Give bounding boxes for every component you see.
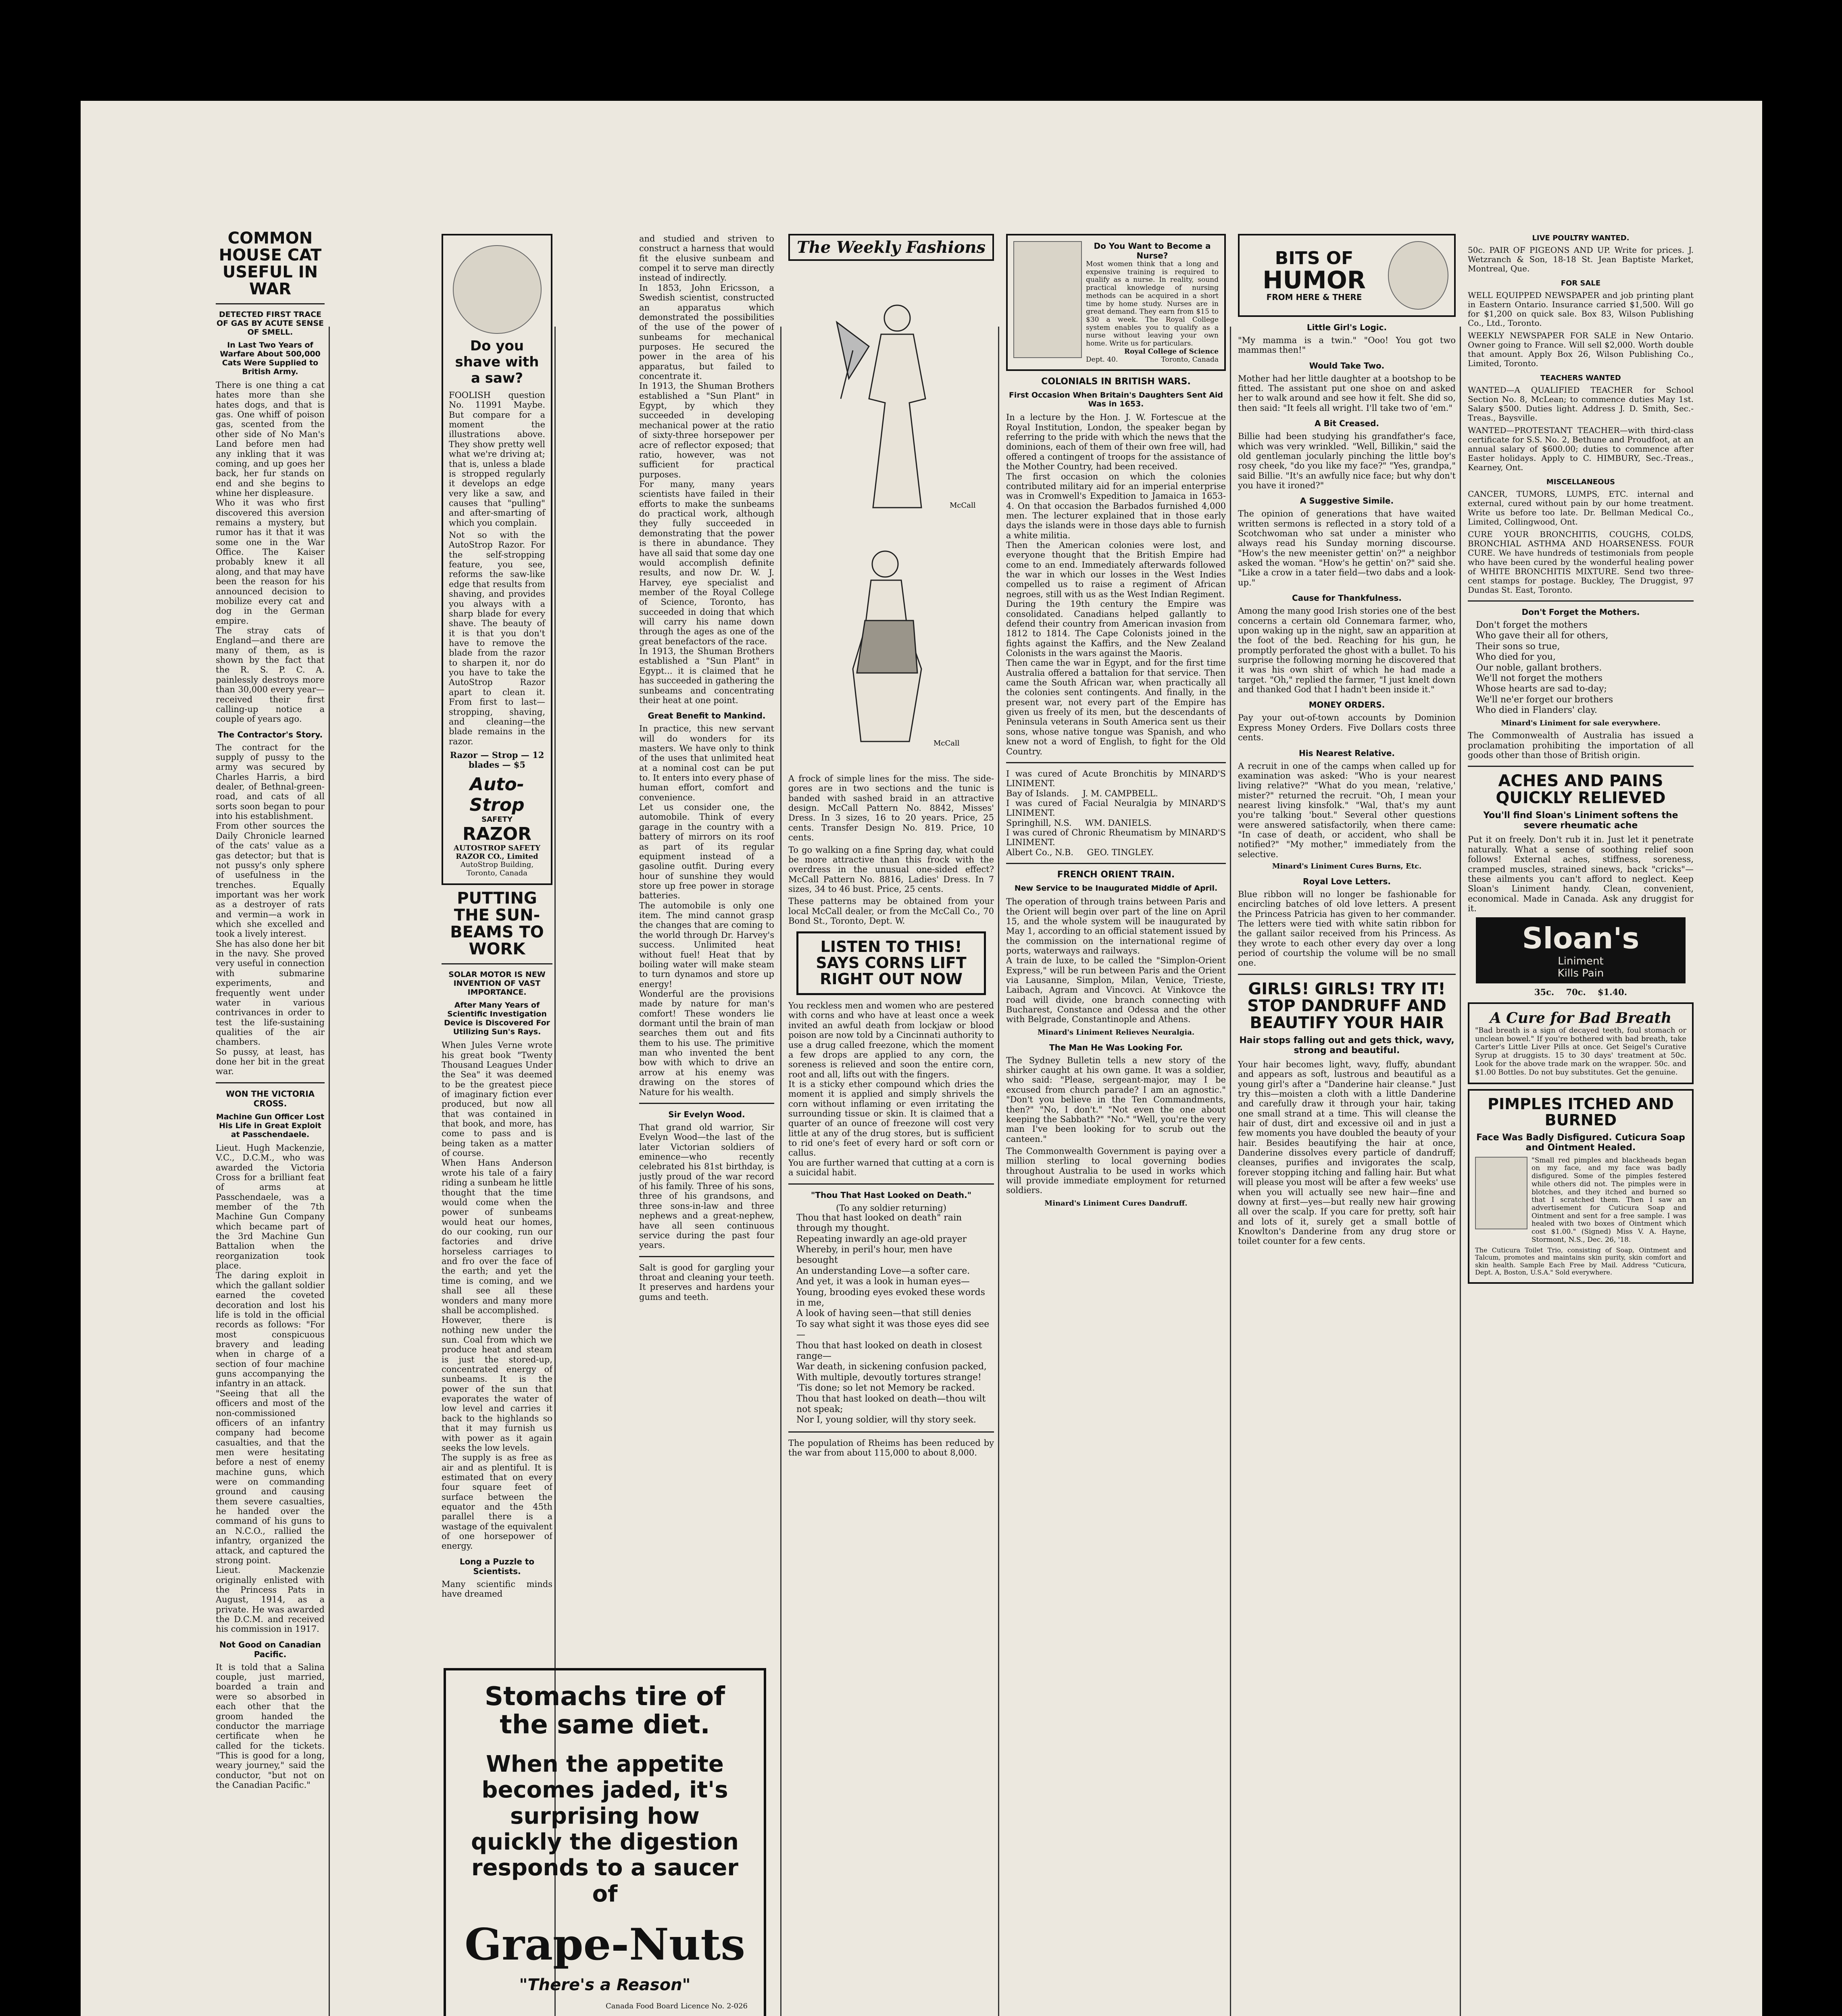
colonials-headline: COLONIALS IN BRITISH WARS.	[1041, 377, 1191, 387]
wood-headline: Sir Evelyn Wood.	[668, 1109, 745, 1119]
mccall-label-2: McCall	[934, 739, 960, 748]
orient-deck: New Service to be Inaugurated Middle of April.	[1014, 884, 1218, 893]
cat-para: There is one thing a cat hates more than she hates dogs, and that is gas. One whiff of poison gas, scented from the other side of No Man's Land before men had any inkling that it was coming, and up goes her back, her fur stands on end and she begins to whine her displeasure.	[216, 380, 325, 498]
fashion-para: To go walking on a fine Spring day, what could be more attractive than this frock with the overdress in the unusual one-sided effect? McCall Pattern No. 8816, Ladies' Dress. In 7 sizes, 34 to 46 bust. Price, 25 cents.	[788, 845, 994, 894]
nurse-ad-text: Most women think that a long and expensive training is required to qualify as a nurse. In reality, sound practical knowledge of nursing methods can be acquired in a short time by home study. Nurses are in great demand. They earn from $15 to $30 a week. The Royal College system enables you to qualify as a nurse without leaving your own home. Write us for particulars.	[1086, 260, 1219, 348]
pimples-footer: The Cuticura Toilet Trio, consisting of Soap, Ointment and Talcum, promotes and maintains skin purity, skin comfort and skin health. Sample Each Free by Mail. Address "Cuticura, Dept. A, Boston, U.S.A." Sold everywhere.	[1475, 1246, 1686, 1277]
sunbeam-cont-para: In 1853, John Ericsson, a Swedish scientist, constructed an apparatus which demonstrated the possibilities of the use of the power of sunbeams for mechanical purposes. He secured the power in the area of his apparatus, but failed to concentrate it.	[639, 283, 774, 381]
divider	[1006, 863, 1226, 864]
poem-line: Thou that hast looked on death in closest range—	[796, 1340, 982, 1361]
cat-headline: COMMON HOUSE CAT USEFUL IN WAR	[219, 230, 322, 298]
newspaper-page	[81, 101, 1762, 2016]
autostrop-ad	[442, 234, 552, 885]
aches-deck: You'll find Sloan's Liniment softens the severe rheumatic ache	[1483, 810, 1678, 831]
poem-line: Thou that hast looked on death" rain through my thought.	[796, 1212, 962, 1234]
mothers-poem	[1468, 620, 1694, 716]
grape-nuts-line2: When the appetite becomes jaded, it's surprising how quickly the digestion responds to a saucer of	[471, 1751, 739, 1907]
dandruff-deck: Hair stops falling out and gets thick, wavy, strong and beautiful.	[1239, 1035, 1454, 1056]
autostrop-ad-title: Do you shave with a saw?	[455, 338, 539, 386]
minard-notice: Minard's Liniment Cures Dandruff.	[1044, 1199, 1188, 1208]
man-looking-para: The Sydney Bulletin tells a new story of the shirker caught at his own game. It was a soldier, who said: "Please, sergeant-major, may I be excused from church parade? I am an agnostic." "Don't you believe in the Ten Commandments, then?" "No, I don't." "Not even the one about keeping the Sabbath?" "No." "Well, you're the very man I've been looking for to scrub out the canteen."	[1006, 1055, 1226, 1144]
nurse-ad-footer	[1086, 356, 1219, 364]
cat-para: The stray cats of England—and there are many of them, as is shown by the fact that the R. S. P. C. A. painlessly destroys more than 30,000 every year—received their first calling-up notice a couple of years ago.	[216, 625, 325, 724]
vc-headline: WON THE VICTORIA CROSS.	[225, 1089, 315, 1108]
wood-para: That grand old warrior, Sir Evelyn Wood—the last of the later Victorian soldiers of eminence—who recently celebrated his 81st birthday, is justly proud of the war record of his family. Three of his sons, three of his grandsons, and three sons-in-law and three nephews and a great-nephew, have all seen continuous service during the past four years.	[639, 1122, 774, 1250]
sunbeam-cont-para: Let us consider one, the automobile. Think of every garage in the country with a battery of mirrors on its roof as part of its regular equipment instead of a gasoline outfit. During every hour of sunshine they would store up free power in storage batteries.	[639, 802, 774, 901]
classified-item: 50c. PAIR OF PIGEONS AND UP. Write for prices. J. Wetzranch & Son, 18-18 St. Jean Baptiste Market, Montreal, Que.	[1468, 245, 1694, 273]
man-looking-headline: The Man He Was Looking For.	[1049, 1042, 1183, 1052]
vc-para: Lieut. Mackenzie originally enlisted with the Princess Pats in August, 1914, as a private. He was awarded the D.C.M. and received his commission in 1917.	[216, 1565, 325, 1634]
poem-line: With multiple, devoutly tortures strange!	[796, 1372, 981, 1383]
vc-para: Lieut. Hugh Mackenzie, V.C., D.C.M., who was awarded the Victoria Cross for a brilliant feat of arms at Passchendaele, was a member of the 7th Machine Gun Company which became part of the 3rd Machine Gun Battalion when the reorganization took place.	[216, 1143, 325, 1271]
minard-notice: Minard's Liniment Cures Burns, Etc.	[1272, 862, 1422, 871]
money-orders-title: MONEY ORDERS.	[1309, 700, 1385, 710]
minard-testimonial: I was cured of Chronic Rheumatism by MINARD'S LINIMENT.	[1006, 828, 1226, 848]
bad-breath-ad	[1468, 1002, 1694, 1084]
sunbeam-deck-2: After Many Years of Scientific Investigation Device is Discovered For Utilizing Sun's Rays.	[444, 1001, 550, 1037]
autostrop-ad-text: Not so with the AutoStrop Razor. For the self-stropping feature, you see, reforms the saw-like edge that results from shaving, and provides you always with a sharp blade for every shave. The beauty of it is that you don't have to remove the blade from the razor to sharpen it, nor do you have to take the AutoStrop Razor apart to clean it. From first to last—stropping, shaving, and cleaning—the blade remains in the razor.	[449, 530, 545, 746]
colonials-para: In a lecture by the Hon. J. W. Fortescue at the Royal Institution, London, the speaker began by referring to the pride with which the news that the dominions, each of them of their own free will, had offered a contingent of troops for the assistance of the Mother Country, had been received.	[1006, 412, 1226, 472]
minard-notice: Minard's Liniment Relieves Neuralgia.	[1037, 1028, 1195, 1037]
nurse-illustration	[1013, 241, 1082, 358]
colonials-para: During the 19th century the Empire was consolidated. Canadians helped gallantly to defend their country from American invasion from 1812 to 1814. The Cape Colonists joined in the fights against the Kaffirs, and the New Zealand Colonists in the wars against the Maoris.	[1006, 599, 1226, 658]
minard-testimonial-sig: Springhill, N.S. WM. DANIELS.	[1006, 818, 1152, 828]
cat-subhead: The Contractor's Story.	[217, 729, 323, 739]
divider	[788, 1431, 994, 1433]
colonials-para: Then came the war in Egypt, and for the first time Australia offered a battalion for that service. Then came the South African war, when practically all the colonies sent contingents. And finally, in the present war, not every part of the Empire has given us freely of its men, but the descendants of Peninsula veterans in South America sent us their sons, whose native tongue was Spanish, and who knew not a word of English, to fight for the Old Country.	[1006, 658, 1226, 756]
divider	[442, 963, 552, 964]
poem-line: War death, in sickening confusion packed,	[796, 1362, 987, 1372]
joke-title: A Bit Creased.	[1314, 419, 1379, 429]
poem-line: Who died for you,	[1476, 652, 1556, 662]
poem-line: A look of having seen—that still denies	[796, 1308, 971, 1319]
corns-para: You are further warned that cutting at a corn is a suicidal habit.	[788, 1158, 994, 1178]
sunbeam-cont-para: The automobile is only one item. The mind cannot grasp the changes that are coming to the world through Dr. Harvey's success. Unlimited heat without fuel! Heat that by boiling water will make steam to turn dynamos and store up energy!	[639, 900, 774, 989]
sunbeam-cont-para: Wonderful are the provisions made by nature for man's comfort! These wonders lie dormant until the brain of man searches them out and fits them to his use. The primitive man who invented the bent bow with which to drive an arrow at his enemy was drawing on the stores of Nature for his wealth.	[639, 989, 774, 1097]
nurse-dept: Dept. 40.	[1086, 355, 1118, 364]
poem-body	[788, 1213, 994, 1426]
classified-header: LIVE POULTRY WANTED.	[1532, 234, 1629, 242]
sunbeam-cont-para: In 1913, the Shuman Brothers established a "Sun Plant" in Egypt... it is claimed that he has succeeded in gathering the sunbeams and concentrating their heat at one point.	[639, 646, 774, 705]
fashion-illustrations	[788, 266, 994, 774]
autostrop-company: AUTOSTROP SAFETY RAZOR CO., Limited	[453, 843, 541, 861]
minard-notice: Minard's Liniment for sale everywhere.	[1501, 719, 1661, 727]
autostrop-ad-text: FOOLISH question No. 11991 Maybe. But compare for a moment the illustrations above. They show pretty well what we're driving at; that is, unless a blade is stropped regularly it develops an edge very like a saw, and causes that "pulling" and after-smarting of which you complain.	[449, 390, 545, 528]
grape-nuts-licence: Canada Food Board Licence No. 2-026	[606, 2002, 748, 2011]
poem-line: Young, brooding eyes evoked these words in me,	[796, 1287, 985, 1308]
column-rule	[998, 327, 999, 2016]
autostrop-price: Razor — Strop — 12 blades — $5	[450, 750, 544, 770]
sunbeam-headline: PUTTING THE SUN-BEAMS TO WORK	[450, 889, 544, 959]
sunbeam-para: Many scientific minds have dreamed	[442, 1579, 552, 1599]
cat-para: From other sources the Daily Chronicle learned of the cats' value as a gas detector; but that is not pussy's only sphere of usefulness in the trenches. Equally important was her work as a destroyer of rats and vermin—a work in which she excelled and took a lively interest.	[216, 821, 325, 939]
autostrop-logo: Auto-Strop	[469, 774, 525, 815]
corns-headline-box	[796, 931, 986, 995]
autostrop-logo-safety: SAFETY	[481, 815, 513, 824]
poem-line: Nor I, young soldier, will thy story seek.	[796, 1415, 976, 1425]
autostrop-logo-razor: RAZOR	[462, 823, 532, 844]
dress-figure-2	[853, 551, 921, 741]
joke-title: Royal Love Letters.	[1303, 876, 1391, 886]
fashion-figures	[788, 266, 994, 774]
classified-item: WELL EQUIPPED NEWSPAPER and job printing plant in Eastern Ontario. Insurance carried $1,500. Will go for $1,200 on quick sale. Box 83, Wilson Publishing Co., Ltd., Toronto.	[1468, 290, 1694, 328]
nurse-ad-sig: Royal College of Science	[1124, 347, 1219, 356]
classified-item: WANTED—A QUALIFIED TEACHER for School Section No. 8, McLean; to commence duties May 1st. Salary $500. Duties light. Address J. D. Smith, Sec.-Treas., Baysville.	[1468, 385, 1694, 423]
classified-item: CANCER, TUMORS, LUMPS, ETC. internal and external, cured without pain by our home treatment. Write us before too late. Dr. Bellman Medical Co., Limited, Collingwood, Ont.	[1468, 489, 1694, 527]
humor-banner	[1238, 234, 1456, 317]
joke-text: Billie had been studying his grandfather's face, which was very wrinkled. "Well, Billikin," said the old gentleman jocularly pinching the little boy's rosy cheek, "do you like my face?" "Yes, grandpa," said Billie. "It's an awfully nice face; but why don't you have it ironed?"	[1238, 431, 1456, 490]
poem-line: Don't forget the mothers	[1476, 620, 1588, 630]
poem-line: Whose hearts are sad to-day;	[1476, 684, 1607, 694]
sunbeam-cont-para: For many, many years scientists have failed in their efforts to make the sunbeams do practical work, although they fully succeeded in demonstrating that the power is there in abundance. They have all said that some day one would accomplish definite results, and now Dr. W. J. Harvey, eye specialist and member of the Royal College of Science, Toronto, has succeeded in doing that which will carry his name down through the ages as one of the great benefactors of the race.	[639, 479, 774, 646]
dress-figure-1	[837, 305, 925, 508]
sloans-prices: 35c. 70c. $1.40.	[1534, 987, 1627, 998]
poem-line: Thou that hast looked on death—thou wilt not speak;	[796, 1393, 986, 1414]
pimples-ad	[1468, 1089, 1694, 1284]
humor-title-3: FROM HERE & THERE	[1266, 292, 1362, 302]
divider	[1468, 600, 1694, 602]
divider	[788, 1183, 994, 1185]
cat-para: Who it was who first discovered this aversion remains a mystery, but rumor has it that it was some one in the War Office. The Kaiser probably knew it all along, and that may have been the reason for his announced decision to mobilize every cat and dog in the German empire.	[216, 498, 325, 626]
classified-header: FOR SALE	[1561, 279, 1601, 287]
sloans-sub-1: Liniment	[1558, 955, 1604, 968]
cp-subhead: Not Good on Canadian Pacific.	[219, 1639, 321, 1659]
divider	[216, 303, 325, 304]
commonwealth-para: The Commonwealth Government is paying over a million sterling to local governing bodies throughout Australia to be used in works which will provide immediate employment for returned soldiers.	[1006, 1146, 1226, 1195]
benefit-subhead: Great Benefit to Mankind.	[648, 711, 766, 721]
column-6	[1238, 234, 1456, 2016]
sloans-logo	[1476, 917, 1686, 983]
joke-text: Blue ribbon will no longer be fashionable for encircling batches of old love letters. A present the Princess Patricia has given to her commander. The letters were tied with white satin ribbon for the gallant sailor received from his Princess. As they wrote to each other every day over a long period of courtship the volume will be no small one.	[1238, 889, 1456, 968]
cat-deck: DETECTED FIRST TRACE OF GAS BY ACUTE SENSE OF SMELL.	[216, 310, 324, 337]
cat-para: She has also done her bit in the navy. She proved very useful in connection with submarine experiments, and frequently went under water in various contrivances in order to test the life-sustaining qualities of the air chambers.	[216, 939, 325, 1047]
column-1-content	[216, 230, 325, 2016]
grape-nuts-line1: Stomachs tire of the same diet.	[485, 1682, 725, 1740]
poem-line: We'll not forget the mothers	[1476, 673, 1603, 683]
classified-item: WANTED—PROTESTANT TEACHER—with third-class certificate for S.S. No. 2, Bethune and Proudfoot, at an annual salary of $600.00; duties to commence after Easter holidays. Apply to C. HIMBURY, Sec.-Treas., Kearney, Ont.	[1468, 425, 1694, 472]
joke-text: Among the many good Irish stories one of the best concerns a certain old Connemara farmer, who, upon waking up in the night, saw an apparition at the foot of the bed. Reaching for his gun, he promptly perforated the ghost with a bullet. To his surprise the following morning he discovered that it was his own shirt of which he had made a target. "Oh," replied the farmer, "I just knelt down and thanked God that I hadn't been inside it."	[1238, 606, 1456, 695]
nurse-city: Toronto, Canada	[1161, 355, 1219, 364]
sunbeam-para: When Jules Verne wrote his great book "Twenty Thousand Leagues Under the Sea" it was deemed to be the greatest piece of imaginary fiction ever produced, but now all that was contained in that book, and more, has come to pass and is being taken as a matter of course.	[442, 1040, 552, 1158]
cat-deck-2: In Last Two Years of Warfare About 500,000 Cats Were Supplied to British Army.	[220, 341, 321, 376]
divider	[1468, 766, 1694, 767]
joke-text: "My mamma is a twin." "Ooo! You got two mammas then!"	[1238, 335, 1456, 355]
aches-text: Put it on freely. Don't rub it in. Just let it penetrate naturally. What a sense of soothing relief soon follows! External aches, stiffness, soreness, cramped muscles, strained sinews, back "cricks"—these ailments you can't afford to neglect. Keep Sloan's Liniment handy. Clean, convenient, economical. Made in Canada. Ask any druggist for it.	[1468, 835, 1694, 913]
dandruff-headline: GIRLS! GIRLS! TRY IT! STOP DANDRUFF AND BEAUTIFY YOUR HAIR	[1247, 979, 1446, 1032]
poem-line: And yet, it was a look in human eyes—	[796, 1277, 970, 1287]
sunbeam-para: However, there is nothing new under the sun. Coal from which we produce heat and steam is just the stored-up, concentrated energy of sunbeams. It is the power of the sun that evaporates the water of low level and carries it back to the highlands so that it may furnish us with power as it again seeks the low levels.	[442, 1315, 552, 1453]
poem-line: We'll ne'er forget our brothers	[1476, 694, 1613, 705]
sunbeam-deck: SOLAR MOTOR IS NEW INVENTION OF VAST IMPORTANCE.	[448, 970, 546, 997]
mothers-poem-title: Don't Forget the Mothers.	[1521, 607, 1640, 617]
poem-line: Our noble, gallant brothers.	[1476, 662, 1602, 673]
divider	[1238, 974, 1456, 975]
grape-nuts-brand: Grape-Nuts	[464, 1919, 746, 1970]
poem-line: An understanding Love—a softer care.	[796, 1266, 970, 1276]
humor-title-1: BITS OF	[1275, 248, 1354, 269]
vc-para: "Seeing that all the officers and most of the non-commissioned officers of an infantry company had become casualties, and that the men were hesitating before a nest of enemy machine guns, which were on commanding ground and causing them severe casualties, he handed over the command of his guns to an N.C.O., rallied the infantry, organized the attack, and captured the strong point.	[216, 1388, 325, 1565]
poem-subtitle: (To any soldier returning)	[836, 1203, 946, 1213]
grape-nuts-ad	[444, 1668, 766, 2016]
fashions-box	[788, 234, 994, 261]
sloans-brand: Sloan's	[1522, 921, 1640, 956]
colonials-para: The first occasion on which the colonies contributed military aid for an imperial enterprise was in Cromwell's Expedition to Jamaica in 1653-4. On that occasion the Barbados furnished 4,000 men. The lecturer explained that in those early days the islands were in those days able to furnish a white militia.	[1006, 471, 1226, 540]
sunbeam-para: When Hans Anderson wrote his tale of a fairy riding a sunbeam he little thought that the time would come when the power of sunbeams would heat our homes, do our cooking, run our factories and drive horseless carriages to and fro over the face of the earth; and yet the time is coming, and we shall see all these wonders and many more shall be accomplished.	[442, 1158, 552, 1315]
cp-para: It is told that a Salina couple, just married, boarded a train and were so absorbed in each other that the groom handed the conductor the marriage certificate when he called for the tickets. "This is good for a long, weary journey," said the conductor, "but not on the Canadian Pacific."	[216, 1662, 325, 1790]
dandruff-text: Your hair becomes light, wavy, fluffy, abundant and appears as soft, lustrous and beautiful as a young girl's after a "Danderine hair cleanse." Just try this—moisten a cloth with a little Danderine and carefully draw it through your hair, taking one small strand at a time. This will cleanse the hair of dust, dirt and excessive oil and in just a few moments you have doubled the beauty of your hair. Besides beautifying the hair at once, Danderine dissolves every particle of dandruff; cleanses, purifies and invigorates the scalp, forever stopping itching and falling hair. But what will please you most will be after a few weeks' use when you will actually see new hair—fine and downy at first—yes—but really new hair growing all over the scalp. If you care for pretty, soft hair and lots of it, surely get a small bottle of Knowlton's Danderine from any drug store or toilet counter for a few cents.	[1238, 1059, 1456, 1246]
shaving-man-illustration	[453, 245, 542, 334]
sunbeam-subhead: Long a Puzzle to Scientists.	[459, 1556, 535, 1576]
poem-line: Repeating inwardly an age-old prayer	[796, 1234, 967, 1244]
cat-para: The contract for the supply of pussy to the army was secured by Charles Harris, a bird dealer, of Bethnal-green-road, and cats of all sorts soon began to pour into his establishment.	[216, 742, 325, 821]
poem-line: Who died in Flanders' clay.	[1476, 705, 1597, 716]
fashions-title: The Weekly Fashions	[796, 238, 986, 257]
nurse-ad-title: Do You Want to Become a Nurse?	[1094, 241, 1211, 260]
poem-line: To say what sight it was those eyes did see—	[796, 1319, 990, 1340]
column-5	[1006, 234, 1226, 2016]
sunbeam-cont-para: and studied and striven to construct a harness that would fit the elusive sunbeam and compel it to serve man directly instead of indirectly.	[639, 234, 774, 283]
orient-para: A train de luxe, to be called the "Simplon-Orient Express," will be run between Paris and the Orient via Lausanne, Simplon, Milan, Venice, Trieste, Laibach, Agram and Vincovci. At Vinkovce the road will divide, one branch connecting with Bucharest, Constance and Odessa and the other with Belgrade, Constantinople and Athens.	[1006, 956, 1226, 1025]
poem-line: Who gave their all for others,	[1476, 631, 1609, 641]
woman-portrait-illustration	[1475, 1157, 1527, 1229]
sunbeam-cont-para: In practice, this new servant will do wonders for its masters. We have only to think of the uses that unlimited heat at a nominal cost can be put to. It enters into every phase of human effort, comfort and convenience.	[639, 724, 774, 802]
column-3	[639, 234, 774, 1657]
classified-header: TEACHERS WANTED	[1540, 374, 1621, 382]
vc-deck: Machine Gun Officer Lost His Life in Great Exploit at Passchendaele.	[216, 1112, 325, 1139]
joke-title: Little Girl's Logic.	[1306, 323, 1387, 332]
cat-para: So pussy, at least, has done her bit in the great war.	[216, 1047, 325, 1077]
autostrop-address: AutoStrop Building, Toronto, Canada	[460, 860, 534, 878]
bad-breath-text: "Bad breath is a sign of decayed teeth, foul stomach or unclean bowel." If you're bothered with bad breath, take Carter's Little Liver Pills at once. Get Seigel's Curative Syrup at druggists. 15 to 30 days' treatment at 50c. Look for the above trade mark on the wrapper. 50c. and $1.00 Bottles. Do not buy substitutes. Get the genuine.	[1475, 1026, 1686, 1077]
minard-testimonial-sig: Albert Co., N.B. GEO. TINGLEY.	[1006, 847, 1154, 857]
fashion-para: A frock of simple lines for the miss. The side-gores are in two sections and the tunic is banded with sashed braid in an attractive design. McCall Pattern No. 8842, Misses' Dress. In 3 sizes, 16 to 20 years. Price, 25 cents. Transfer Design No. 819. Price, 10 cents.	[788, 774, 994, 843]
corns-para: It is a sticky ether compound which dries the moment it is applied and simply shrivels the corn without inflaming or even irritating the surrounding tissue or skin. It is claimed that a quarter of an ounce of freezone will cost very little at any of the drug stores, but is sufficient to rid one's feet of every hard or soft corn or callus.	[788, 1079, 994, 1158]
column-rule	[1460, 327, 1461, 2016]
column-4	[788, 234, 994, 2016]
orient-para: The operation of through trains between Paris and the Orient will begin over part of the line on April 15, and the whole system will be inaugurated by May 1, according to an official statement issued by the commission on the international regime of ports, waterways and railways.	[1006, 897, 1226, 956]
pimples-deck: Face Was Badly Disfigured. Cuticura Soap and Ointment Healed.	[1476, 1132, 1685, 1153]
corns-headline: LISTEN TO THIS! SAYS CORNS LIFT RIGHT OUT NOW	[816, 938, 967, 988]
poem-title: "Thou That Hast Looked on Death."	[811, 1190, 972, 1200]
humor-title-2: HUMOR	[1263, 266, 1366, 295]
column-rule	[1230, 327, 1231, 2016]
divider	[1006, 762, 1226, 763]
corns-para: You reckless men and women who are pestered with corns and who have at least once a week invited an awful death from lockjaw or blood poison are now told by a Cincinnati authority to use a drug called freezone, which the moment a few drops are applied to any corn, the soreness is relieved and soon the entire corn, root and all, lifts out with the fingers.	[788, 1001, 994, 1079]
colonials-deck: First Occasion When Britain's Daughters Sent Aid Was in 1653.	[1009, 391, 1223, 409]
vc-para: The daring exploit in which the gallant soldier earned the coveted decoration and lost his life is told in the official records as follows: "For most conspicuous bravery and leading when in charge of a section of four machine guns accompanying the infantry in an attack.	[216, 1270, 325, 1389]
joke-title: Cause for Thankfulness.	[1292, 593, 1402, 603]
divider	[639, 1103, 774, 1104]
column-rule	[329, 327, 330, 2016]
joke-text: The opinion of generations that have waited written sermons is reflected in a story told of a Scotchwoman who sat under a minister who always read his Sunday morning discourse. "How's the new meenister gettin' on?" a neighbor asked the woman. "How's he gettin' on?" said she. "Like a crow in a tater field—two dabs and a look-up."	[1238, 509, 1456, 587]
column-rule	[780, 327, 781, 2016]
colonials-para: Then the American colonies were lost, and everyone thought that the British Empire had come to an end. Immediately afterwards followed the war in which our losses in the West Indies compelled us to raise a regiment of African negroes, still with us as the West Indian Regiment.	[1006, 540, 1226, 599]
column-7	[1468, 234, 1694, 2016]
joke-title: His Nearest Relative.	[1298, 748, 1395, 758]
sunbeam-para: The supply is as free as air and as plentiful. It is estimated that on every four square feet of surface between the equator and the 45th parallel there is a wastage of the equivalent of one horsepower of energy.	[442, 1453, 552, 1551]
mccall-label-1: McCall	[950, 501, 976, 510]
minard-testimonial: I was cured of Acute Bronchitis by MINARD'S LINIMENT.	[1006, 768, 1226, 789]
sunbeam-cont-para: In 1913, the Shuman Brothers established a "Sun Plant" in Egypt, by which they succeeded in developing mechanical power at the ratio of sixty-three horsepower per acre of reflector exposed; that ratio, however, was not sufficient for practical purposes.	[639, 381, 774, 479]
classified-header: MISCELLANEOUS	[1546, 478, 1615, 486]
fashion-para: These patterns may be obtained from your local McCall dealer, or from the McCall Co., 70 Bond St., Toronto, Dept. W.	[788, 896, 994, 926]
grape-nuts-tagline: "There's a Reason"	[519, 1976, 691, 1995]
money-orders-text: Pay your out-of-town accounts by Dominion Express Money Orders. Five Dollars costs three cents.	[1238, 713, 1456, 743]
rheims-para: The population of Rheims has been reduced by the war from about 115,000 to about 8,000.	[788, 1438, 994, 1458]
poem-line: Their sons so true,	[1476, 641, 1560, 652]
orient-headline: FRENCH ORIENT TRAIN.	[1057, 870, 1175, 880]
divider	[216, 1082, 325, 1083]
commonwealth-notice: The Commonwealth of Australia has issued a proclamation prohibiting the importation of all goods other than those of British origin.	[1468, 731, 1694, 760]
poem-line: Whereby, in peril's hour, men have besought	[796, 1245, 952, 1266]
minard-testimonial: I was cured of Facial Neuralgia by MINARD'S LINIMENT.	[1006, 798, 1226, 818]
laughing-face-illustration	[1388, 241, 1448, 310]
pimples-text: "Small red pimples and blackheads began on my face, and my face was badly disfigured. Some of the pimples festered while others did not. The pimples were in blotches, and they itched and burned so that I scratched them. Then I saw an advertisement for Cuticura Soap and Ointment and sent for a free sample. I was healed with two boxes of Ointment which cost $1.00." (Signed) Miss V. A. Hayne, Stormont, N.S., Dec. 26, '18.	[1532, 1156, 1686, 1244]
salt-para: Salt is good for gargling your throat and cleaning your teeth. It preserves and hardens your gums and teeth.	[639, 1262, 774, 1302]
bad-breath-title: A Cure for Bad Breath	[1490, 1009, 1672, 1027]
joke-text: A recruit in one of the camps when called up for examination was asked: "Who is your nearest living relative?" "What do you mean, 'relative,' mister?" returned the recruit. "Oh, I mean your nearest living kinsfolk." "Wal, that's my aunt you're talking 'bout." Several other questions were answered satisfactorily, when there came: "In case of death, or accident, who shall be notified?" "My mother," immediately from the selective.	[1238, 761, 1456, 859]
classified-item: WEEKLY NEWSPAPER FOR SALE in New Ontario. Owner going to France. Will sell $2,000. Worth double that amount. Apply Box 26, Wilson Publishing Co., Limited, Toronto.	[1468, 331, 1694, 368]
classified-item: CURE YOUR BRONCHITIS, COUGHS, COLDS, BRONCHIAL ASTHMA AND HOARSENESS. FOUR CURE. We have hundreds of testimonials from people who have been cured by the wonderful healing power of WHITE BRONCHITIS MIXTURE. Send two three-cent stamps for postage. Buckley, The Druggist, 97 Dundas St. East, Toronto.	[1468, 529, 1694, 595]
sloans-sub-2: Kills Pain	[1557, 967, 1604, 980]
joke-title: Would Take Two.	[1309, 360, 1385, 371]
pimples-headline: PIMPLES ITCHED AND BURNED	[1488, 1095, 1674, 1129]
divider	[639, 1256, 774, 1257]
joke-title: A Suggestive Simile.	[1300, 496, 1394, 506]
nurse-ad	[1006, 234, 1226, 371]
aches-headline: ACHES AND PAINS QUICKLY RELIEVED	[1496, 772, 1666, 808]
minard-testimonial-sig: Bay of Islands. J. M. CAMPBELL.	[1006, 788, 1158, 798]
poem-line: 'Tis done; so let not Memory be racked.	[796, 1383, 975, 1393]
joke-text: Mother had her little daughter at a bootshop to be fitted. The assistant put one shoe on and asked her to walk around and see how it felt. She did so, then said: "It feels all wright. I'll take two of 'em."	[1238, 373, 1456, 413]
